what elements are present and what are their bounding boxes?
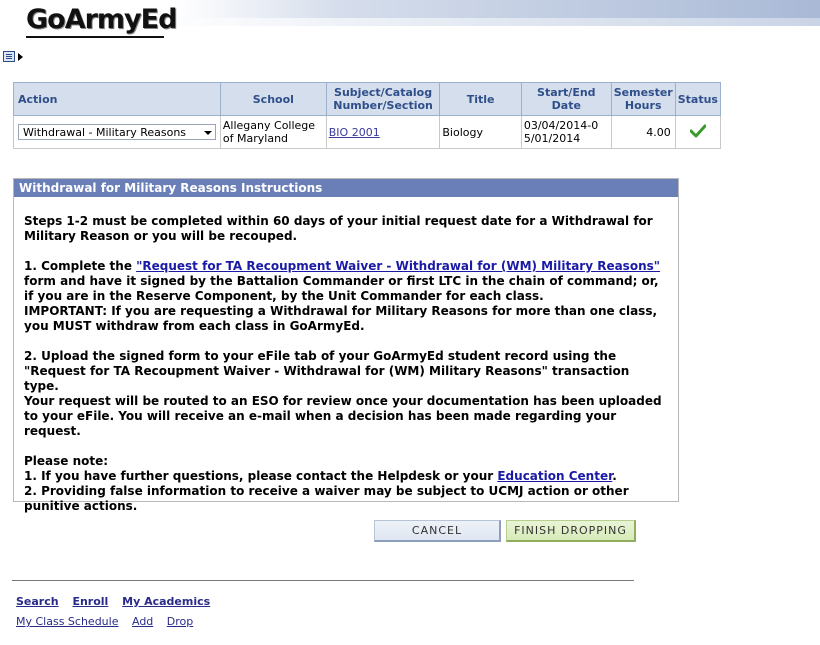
intro-paragraph: Steps 1-2 must be completed within 60 days of your initial request date for a Withdrawal for Military Reason or you will be recouped. [24,214,653,243]
table-row [14,116,721,149]
footer-link-add[interactable]: Add [131,615,154,628]
school-cell: Allegany College of Maryland [220,116,326,149]
dates-cell: 03/04/2014-05/01/2014 [521,116,611,149]
step1-paragraph [24,259,668,334]
col-header-dates: Start/End Date [521,83,611,116]
note1-suffix: . [612,469,617,483]
footer-link-my-academics[interactable]: My Academics [122,595,211,608]
step1-suffix: form and have it signed by the Battalion Commander or first LTC in the chain of command; or, if you are in the Reserve Component, by the Unit Commander for each class. [24,274,659,303]
finish-button-label: FINISH DROPPING [514,524,627,537]
waiver-form-link[interactable]: "Request for TA Recoupment Waiver - Withdrawal for (WM) Military Reasons" [136,259,661,273]
footer-link-enroll[interactable]: Enroll [72,595,109,608]
col-header-subject: Subject/Catalog Number/Section [326,83,440,116]
panel-title: Withdrawal for Military Reasons Instructions [14,179,678,197]
step2-paragraph [24,349,668,439]
note2-text: 2. Providing false information to receive a waiver may be subject to UCMJ action or other punitive actions. [24,484,629,513]
col-header-hours: Semester Hours [611,83,675,116]
course-cell [326,116,440,149]
hours-cell: 4.00 [611,116,675,149]
chevron-down-icon[interactable] [204,131,212,135]
table-header-row [14,83,721,116]
expand-arrow-icon[interactable] [18,53,23,61]
action-select-value: Withdrawal - Military Reasons [23,126,187,139]
instructions-panel [13,178,679,513]
step2-text: 2. Upload the signed form to your eFile tab of your GoArmyEd student record using the "Request for TA Recoupment Waiver - Withdrawal for (WM) Military Reasons" transaction type. [24,349,630,393]
grid-menu-icon[interactable] [3,51,15,62]
education-center-link[interactable]: Education Center [497,469,613,483]
footer-link-search[interactable]: Search [16,595,59,608]
header-swoosh [150,18,820,26]
footer-divider [12,580,634,581]
panel-body [14,197,678,514]
footer-link-drop[interactable]: Drop [166,615,194,628]
col-header-school: School [220,83,326,116]
goarmyed-logo[interactable]: GoArmyEd [26,4,177,35]
cancel-button-label: CANCEL [411,524,463,537]
col-header-action: Action [14,83,221,116]
title-cell: Biology [440,116,521,149]
logo-underline [26,36,164,38]
status-cell [675,116,720,149]
action-cell [14,116,221,149]
routing-text: Your request will be routed to an ESO for review once your documentation has been uploaded to your eFile. You will receive an e-mail when a decision has been made regarding your request. [24,394,662,438]
class-table [13,82,721,149]
action-select[interactable] [18,124,216,140]
finish-dropping-button[interactable] [506,520,636,542]
note-paragraph [24,454,668,514]
cancel-button[interactable] [374,520,501,542]
step1-prefix: 1. Complete the [24,259,137,273]
footer-nav-secondary [16,615,203,628]
footer-link-my-class-schedule[interactable]: My Class Schedule [16,615,119,628]
note-heading: Please note: [24,454,109,468]
col-header-title: Title [440,83,521,116]
col-header-status: Status [675,83,720,116]
checkmark-icon [690,124,706,138]
course-link[interactable]: BIO 2001 [328,125,380,139]
important-note: IMPORTANT: If you are requesting a Withdrawal for Military Reasons for more than one class, you MUST withdraw from each class in GoArmyEd. [24,304,658,333]
footer-nav-primary [16,595,220,608]
note1-prefix: 1. If you have further questions, please contact the Helpdesk or your [24,469,498,483]
